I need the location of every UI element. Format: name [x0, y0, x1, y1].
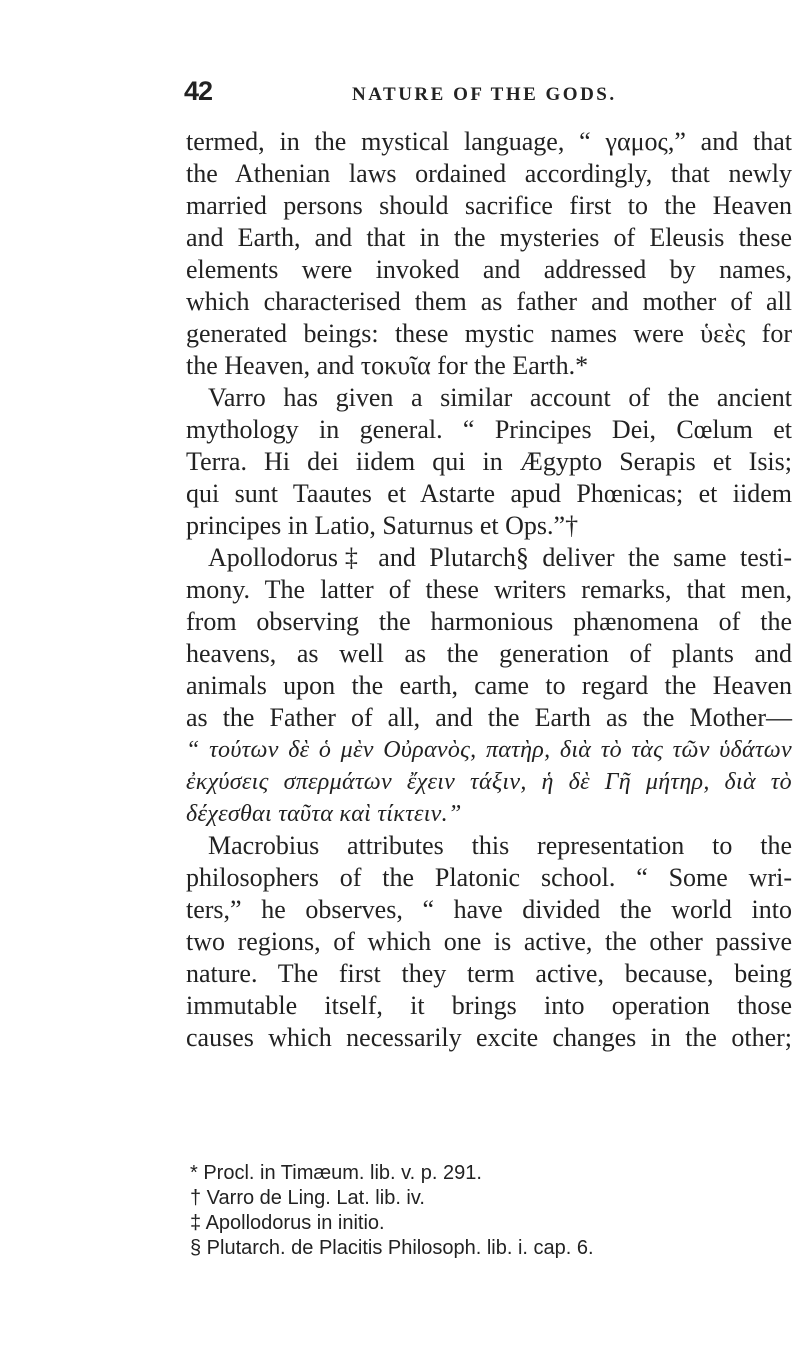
text-line: married persons should sacrifice first to the Heaven	[186, 191, 792, 220]
text-line: elements were invoked and addressed by names,	[186, 255, 792, 284]
footnote: † Varro de Ling. Lat. lib. iv.	[190, 1187, 425, 1209]
page-number: 42	[184, 76, 213, 106]
text-line: nature. The first they term active, because, being	[186, 959, 792, 988]
text-line: as the Father of all, and the Earth as the Mother—	[186, 703, 792, 732]
footnote: ‡ Apollodorus in initio.	[190, 1212, 385, 1234]
text-line: principes in Latio, Saturnus et Ops.”†	[186, 511, 579, 540]
text-line: immutable itself, it brings into operation those	[186, 991, 792, 1020]
text-line: which characterised them as father and mother of all	[186, 287, 792, 316]
text-line: philosophers of the Platonic school. “ Some wri-	[186, 863, 792, 892]
text-line: from observing the harmonious phænomena of the	[186, 607, 792, 636]
text-line: termed, in the mystical language, “ γαμος,” and that	[186, 127, 792, 156]
text-line: causes which necessarily excite changes in the other;	[186, 1023, 792, 1052]
footnotes	[188, 1161, 788, 1261]
running-title: NATURE OF THE GODS.	[352, 84, 617, 105]
text-line: the Athenian laws ordained accordingly, that newly	[186, 159, 792, 188]
footnote: * Procl. in Timæum. lib. v. p. 291.	[190, 1162, 482, 1184]
greek-quote-line: δέχεσθαι ταῦτα καὶ τίκτειν.”	[186, 801, 462, 827]
text-line: Terra. Hi dei iidem qui in Ægypto Serapis et Isis;	[186, 447, 792, 476]
text-line: qui sunt Taautes et Astarte apud Phœnicas; et iidem	[186, 479, 792, 508]
text-line: and Earth, and that in the mysteries of Eleusis these	[186, 223, 792, 252]
footnote: § Plutarch. de Placitis Philosoph. lib. i. cap. 6.	[190, 1237, 594, 1259]
text-line: animals upon the earth, came to regard the Heaven	[186, 671, 792, 700]
text-line: mony. The latter of these writers remarks, that men,	[186, 575, 792, 604]
body-text	[186, 126, 792, 1054]
text-line: mythology in general. “ Principes Dei, Cœlum et	[186, 415, 792, 444]
greek-quote-line: “ τούτων δὲ ὁ μὲν Οὐρανὸς, πατὴρ, διὰ τὸ τὰς τῶν ὑδάτων	[186, 737, 792, 763]
greek-quote-line: ἐκχύσεις σπερμάτων ἔχειν τάξιν, ἡ δὲ Γῆ μήτηρ, διὰ τὸ	[186, 769, 792, 795]
text-line: two regions, of which one is active, the other passive	[186, 927, 792, 956]
paragraph-start-line: Macrobius attributes this representation to the	[208, 831, 792, 860]
text-line: the Heaven, and τοκυῖα for the Earth.*	[186, 351, 589, 380]
text-line: ters,” he observes, “ have divided the world into	[186, 895, 792, 924]
page-header	[0, 76, 800, 116]
text-line: generated beings: these mystic names were ὑεὲς for	[186, 319, 792, 348]
paragraph-start-line: Varro has given a similar account of the ancient	[208, 383, 792, 412]
paragraph-start-line: Apollodorus‡ and Plutarch§ deliver the same testi-	[208, 543, 792, 572]
text-line: heavens, as well as the generation of plants and	[186, 639, 792, 668]
